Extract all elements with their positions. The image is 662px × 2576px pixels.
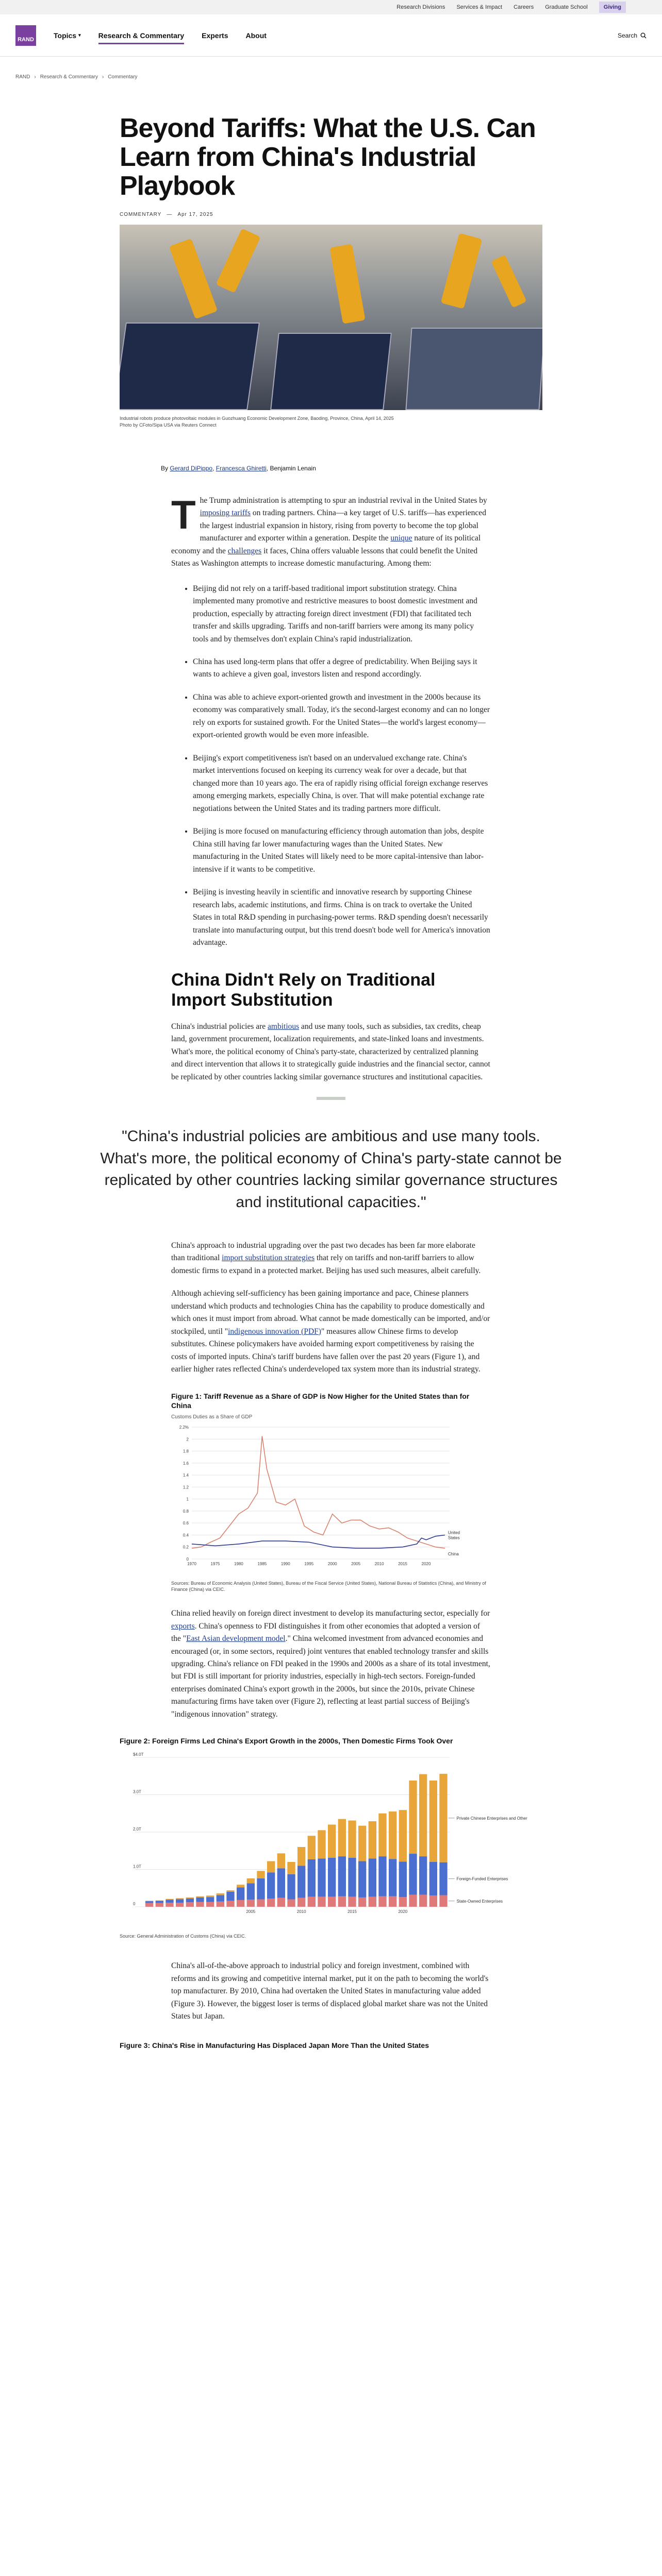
bar-segment xyxy=(247,1878,255,1883)
para-text: China's approach to industrial upgrading over the past two decades has been far more elaborate than traditional xyxy=(171,1241,475,1263)
bar-segment xyxy=(145,1903,153,1906)
authors-by: By xyxy=(161,464,169,472)
bar-segment xyxy=(308,1836,316,1859)
figure-subtitle: Customs Duties as a Share of GDP xyxy=(171,1414,253,1420)
bar-segment xyxy=(186,1902,194,1907)
east-asian-model-link[interactable]: East Asian development model xyxy=(186,1634,286,1643)
challenges-link[interactable]: challenges xyxy=(227,546,262,555)
bar-segment xyxy=(409,1781,417,1854)
pull-quote: "China's industrial policies are ambitious and use many tools. What's more, the political economy of China's party-state cannot be replicated by other countries lacking similar governance structures and institutional capacities." xyxy=(100,1128,562,1211)
article-header xyxy=(120,114,542,429)
x-tick-label: 2015 xyxy=(398,1561,407,1566)
bar-segment xyxy=(145,1901,153,1903)
y-tick-label: 2.0T xyxy=(133,1826,142,1832)
bar-segment xyxy=(389,1859,396,1896)
bar-segment xyxy=(308,1859,316,1897)
intro-text-3: nature of its political economy and the xyxy=(171,534,481,555)
bar-segment xyxy=(206,1902,214,1906)
figure-2 xyxy=(120,1736,542,1939)
authors-line: By Gerard DiPippo, Francesca Ghiretti, Benjamin Lenain xyxy=(161,464,316,472)
bar-segment xyxy=(378,1856,386,1896)
rand-logo[interactable]: RAND xyxy=(15,25,36,46)
intro-text-1: he Trump administration is attempting to spur an industrial revival in the United States by xyxy=(200,496,487,505)
bar-segment xyxy=(206,1897,214,1902)
section-heading: China Didn't Rely on Traditional Import Substitution xyxy=(171,970,436,1010)
bar-segment xyxy=(369,1896,376,1907)
breadcrumb xyxy=(0,63,662,91)
bar-segment xyxy=(257,1899,264,1907)
bar-segment xyxy=(439,1862,447,1895)
util-careers[interactable]: Careers xyxy=(514,4,534,10)
bar-segment xyxy=(237,1887,244,1900)
bar-segment xyxy=(237,1885,244,1887)
chevron-right-icon: › xyxy=(102,74,104,80)
x-tick-label: 2005 xyxy=(351,1561,361,1566)
series-label: States xyxy=(448,1535,460,1540)
bar-segment xyxy=(217,1895,224,1901)
x-tick-label: 1980 xyxy=(234,1561,243,1566)
series-label: Foreign-Funded Enterprises xyxy=(456,1876,508,1882)
y-tick-label: 2.2% xyxy=(179,1425,189,1430)
series-line xyxy=(192,1535,445,1548)
util-research-divisions[interactable]: Research Divisions xyxy=(396,4,445,10)
bar-segment xyxy=(389,1811,396,1859)
y-tick-label: 1.4 xyxy=(183,1472,189,1478)
nav-experts[interactable] xyxy=(202,31,228,40)
x-tick-label: 2010 xyxy=(374,1561,384,1566)
x-tick-label: 1985 xyxy=(257,1561,267,1566)
nav-research-label: Research & Commentary xyxy=(98,31,185,40)
article-title: Beyond Tariffs: What the U.S. Can Learn from China's Industrial Playbook xyxy=(120,113,536,201)
list-item: • Beijing is more focused on manufacturing efficiency through automation than jobs, despite China still having far lower manufacturing wages than the United States. New manufacturing in the United States will likely need to be more capital-intensive than labor-intensive if it wants to be competitive. xyxy=(193,825,491,876)
series-label: State-Owned Enterprises xyxy=(456,1899,503,1904)
bar-segment xyxy=(166,1903,173,1907)
bar-segment xyxy=(277,1897,285,1906)
indigenous-innovation-link[interactable]: indigenous innovation (PDF) xyxy=(228,1327,321,1336)
paragraph xyxy=(171,1240,491,1277)
bar-segment xyxy=(399,1897,407,1907)
import-substitution-link[interactable]: import substitution strategies xyxy=(222,1253,315,1263)
y-tick-label: 1.2 xyxy=(183,1485,189,1490)
bar-segment xyxy=(369,1821,376,1859)
para-text: " measures allow Chinese firms to develop substitutes. Chinese policymakers have avoided harming export competitiveness by raising the costs of imported inputs. China's tariff burdens have fallen over the past 20 years (Figure 1), and earlier higher rates reflected China's underdeveloped tax system more than its industrial strategy. xyxy=(171,1327,481,1374)
x-tick-label: 2020 xyxy=(421,1561,431,1566)
list-item: • Beijing's export competitiveness isn't based on an undervalued exchange rate. China's market interventions focused on keeping its currency weak for over a decade, but that changed more than 10 years ago. The era of rapidly rising official foreign exchange reserves among emerging markets, especially China, is over. That will make potential exchange rate negotiations between the United States and its trading partners more difficult. xyxy=(193,752,491,815)
bar-segment xyxy=(429,1895,437,1907)
nav-experts-label: Experts xyxy=(202,31,228,40)
bar-segment xyxy=(348,1858,356,1896)
y-tick-label: 2 xyxy=(186,1437,189,1442)
bar-segment xyxy=(267,1872,275,1899)
para-text: China relied heavily on foreign direct investment to develop its manufacturing sector, especially for xyxy=(171,1609,490,1618)
paragraph xyxy=(171,1021,491,1083)
x-tick-label: 1975 xyxy=(210,1561,220,1566)
intro-paragraph xyxy=(171,492,491,570)
y-tick-label: 1.8 xyxy=(183,1449,189,1454)
unique-link[interactable]: unique xyxy=(390,534,412,543)
bar-segment xyxy=(318,1896,325,1907)
search-icon xyxy=(640,32,647,39)
tariff-line-chart xyxy=(171,1420,491,1574)
drop-cap: T xyxy=(171,492,196,537)
meta-separator: — xyxy=(167,212,173,218)
caption-text: Industrial robots produce photovoltaic modules in Guozhuang Economic Development Zone, Baoding, Province, China, April 14, 2025 xyxy=(120,416,394,421)
bar-segment xyxy=(399,1861,407,1897)
bar-segment xyxy=(186,1899,194,1902)
article-body xyxy=(171,492,491,1100)
y-tick-label: 0.4 xyxy=(183,1533,189,1538)
exports-bar-chart xyxy=(120,1752,542,1927)
bar-segment xyxy=(156,1903,163,1906)
article-date: Apr 17, 2025 xyxy=(177,212,213,218)
y-tick-label: 3.0T xyxy=(133,1789,142,1794)
bar-segment xyxy=(226,1890,234,1892)
imposing-tariffs-link[interactable]: imposing tariffs xyxy=(200,509,251,518)
bar-segment xyxy=(338,1819,346,1856)
bar-segment xyxy=(176,1898,184,1899)
ambitious-link[interactable]: ambitious xyxy=(268,1022,300,1031)
nav-topics[interactable] xyxy=(54,31,81,40)
article-meta xyxy=(120,212,542,217)
bar-segment xyxy=(389,1896,396,1906)
x-tick-label: 2010 xyxy=(296,1909,306,1914)
breadcrumb-rand[interactable]: RAND xyxy=(15,74,30,80)
bar-segment xyxy=(429,1862,437,1895)
bar-segment xyxy=(439,1774,447,1862)
y-tick-label: $4.0T xyxy=(133,1752,144,1757)
nav-about-label: About xyxy=(245,31,267,40)
bar-segment xyxy=(328,1858,336,1896)
bar-segment xyxy=(287,1899,295,1907)
nav-topics-label: Topics xyxy=(54,31,77,40)
bar-segment xyxy=(156,1900,163,1901)
section-divider xyxy=(317,1097,345,1100)
bar-segment xyxy=(297,1897,305,1906)
lessons-list xyxy=(171,583,491,950)
author-link[interactable]: Gerard DiPippo xyxy=(170,464,213,472)
bar-segment xyxy=(186,1897,194,1898)
util-services-impact[interactable]: Services & Impact xyxy=(456,4,503,10)
bar-segment xyxy=(439,1895,447,1906)
para-text: that rely on tariffs and non-tariff barriers to allow domestic firms to expand in a protected market. Beijing has used such measures, albeit carefully. xyxy=(171,1253,481,1275)
bar-segment xyxy=(378,1896,386,1906)
breadcrumb-commentary[interactable]: Commentary xyxy=(108,74,138,80)
chevron-down-icon: ▾ xyxy=(78,32,81,38)
figure-source: Sources: Bureau of Economic Analysis (United States), Bureau of the Fiscal Service (United States), National Bureau of Statistics (China), and Ministry of Finance (China) via CEIC. xyxy=(171,1580,486,1592)
series-label: China xyxy=(448,1551,459,1556)
bar-segment xyxy=(419,1894,427,1906)
bar-segment xyxy=(409,1854,417,1895)
paragraph xyxy=(171,1607,491,1721)
author-name: Benjamin Lenain xyxy=(270,464,316,472)
y-tick-label: 1.0T xyxy=(133,1864,142,1869)
series-line xyxy=(192,1436,445,1548)
bar-segment xyxy=(369,1858,376,1896)
bar-segment xyxy=(196,1896,204,1897)
search-label: Search xyxy=(617,31,637,39)
x-tick-label: 1970 xyxy=(187,1561,196,1566)
figure-title: Figure 2: Foreign Firms Led China's Export Growth in the 2000s, Then Domestic Firms Took Over xyxy=(120,1737,453,1745)
site-header xyxy=(0,0,662,63)
bar-segment xyxy=(267,1899,275,1907)
series-label: Private Chinese Enterprises and Other xyxy=(456,1816,527,1821)
x-tick-label: 2000 xyxy=(327,1561,337,1566)
para-text: and use many tools, such as subsidies, tax credits, cheap land, government procurement, localization requirements, and state-linked loans and investments. What's more, the political economy of China's party-state, characterized by centralized planning and direct intervention that allows it to strategically guide industries and the financial sector, cannot be replicated by other countries lacking similar governance structures and institutional capacities. xyxy=(171,1022,490,1081)
bar-segment xyxy=(287,1862,295,1874)
bar-segment xyxy=(348,1820,356,1858)
intro-text-4: it faces, China offers valuable lessons that could benefit the United States as Washington attempts to increase domestic manufacturing. Among them: xyxy=(171,546,478,568)
y-tick-label: 0.2 xyxy=(183,1545,189,1550)
bar-segment xyxy=(338,1856,346,1896)
x-tick-label: 2015 xyxy=(347,1909,357,1914)
bar-segment xyxy=(277,1868,285,1897)
figure-source: Source: General Administration of Customs (China) via CEIC. xyxy=(120,1933,246,1939)
y-tick-label: 0 xyxy=(133,1901,136,1906)
bar-segment xyxy=(247,1900,255,1907)
hero-photo xyxy=(120,225,542,410)
nav-about[interactable] xyxy=(245,31,266,40)
list-item: • China was able to achieve export-oriented growth and investment in the 2000s because its economy was comparatively small. Today, it's the second-largest economy and can no longer rely on exports for sustained growth. For the United States—the world's largest economy—export-oriented growth would be even more infeasible. xyxy=(193,691,491,742)
list-item: • Beijing is investing heavily in scientific and innovative research by supporting Chinese research labs, academic institutions, and firms. China is on track to overtake the United States in total R&D spending in purchasing-power terms. R&D spending doesn't necessarily translate into manufacturing output, but this trend doesn't bode well for America's innovation advantage. xyxy=(193,886,491,949)
bar-segment xyxy=(399,1810,407,1861)
para-text: . China's openness to FDI distinguishes it from other economies that adopted a version of the " xyxy=(171,1621,481,1643)
paragraph xyxy=(171,1287,491,1376)
chevron-right-icon: › xyxy=(34,74,36,80)
bar-segment xyxy=(358,1861,366,1897)
bar-segment xyxy=(358,1825,366,1861)
bar-segment xyxy=(297,1847,305,1866)
bar-segment xyxy=(378,1813,386,1856)
x-tick-label: 1990 xyxy=(280,1561,290,1566)
photo-caption xyxy=(120,415,542,428)
utility-nav xyxy=(0,0,662,14)
paragraph: China's all-of-the-above approach to industrial policy and foreign investment, combined with reforms and its growing and competitive internal market, put it on the path to becoming the world's top manufacturer. By 2010, China had overtaken the United States in manufacturing value added (Figure 3). However, the biggest loser is terms of displaced global market share was not the United States but Japan. xyxy=(171,1961,489,2021)
bar-segment xyxy=(226,1901,234,1907)
bar-segment xyxy=(176,1903,184,1907)
intro-text-2: on trading partners. China—a key target of U.S. tariffs—has experienced the largest industrial expansion in history, rising from poverty to become the top global manufacturer and exporter within a generation. Despite the xyxy=(200,509,486,543)
bar-segment xyxy=(267,1861,275,1872)
bar-segment xyxy=(297,1866,305,1897)
para-text: ." China welcomed investment from advanced economies and encouraged (or, in some sectors, required) joint ventures that enabled technology transfer and skills upgrading. China's reliance on FDI peaked in the 1990s and 2000s as a share of its total investment, but FDI is still important for priority industries, especially in high-tech sectors. Foreign-funded enterprises dominated China's export growth in the 2000s, but since the 2010s, private Chinese manufacturing firms have taken over (Figure 2), reflecting at least partial success of Beijing's "indigenous innovation" strategy. xyxy=(171,1634,490,1719)
y-tick-label: 0.8 xyxy=(183,1509,189,1514)
bar-segment xyxy=(409,1894,417,1906)
x-tick-label: 1995 xyxy=(304,1561,314,1566)
bar-segment xyxy=(308,1896,316,1907)
bar-segment xyxy=(257,1878,264,1900)
x-tick-label: 2020 xyxy=(398,1909,408,1914)
bar-segment xyxy=(196,1902,204,1906)
figure-title: Figure 3: China's Rise in Manufacturing Has Displaced Japan More Than the United States xyxy=(120,2041,429,2049)
article-type[interactable]: COMMENTARY xyxy=(120,212,162,218)
bar-segment xyxy=(176,1899,184,1903)
y-tick-label: 0.6 xyxy=(183,1521,189,1526)
main-nav xyxy=(0,14,662,57)
bar-segment xyxy=(419,1856,427,1895)
y-tick-label: 1.6 xyxy=(183,1461,189,1466)
bar-segment xyxy=(328,1824,336,1858)
x-tick-label: 2005 xyxy=(246,1909,256,1914)
bar-segment xyxy=(226,1892,234,1901)
bar-segment xyxy=(217,1893,224,1895)
bar-segment xyxy=(166,1900,173,1903)
util-graduate-school[interactable]: Graduate School xyxy=(545,4,588,10)
nav-research-commentary[interactable] xyxy=(98,31,185,44)
bar-segment xyxy=(419,1774,427,1856)
bar-segment xyxy=(287,1874,295,1900)
bar-segment xyxy=(338,1896,346,1906)
figure-1 xyxy=(171,1392,491,1594)
search-button[interactable] xyxy=(618,32,647,39)
list-item: • Beijing did not rely on a tariff-based traditional import substitution strategy. China implemented many promotive and restrictive measures to boost domestic investment and production, especially by attracting foreign direct investment (FDI) that facilitated tech transfer and skills upgrading. Tariffs and non-tariff barriers were among its many policy tools and by themselves don't explain China's rapid industrialization. xyxy=(193,583,491,646)
bar-segment xyxy=(217,1901,224,1906)
bar-segment xyxy=(237,1900,244,1907)
bar-segment xyxy=(277,1853,285,1868)
bar-segment xyxy=(348,1896,356,1907)
figure-title: Figure 1: Tariff Revenue as a Share of GDP is Now Higher for the United States than for China xyxy=(171,1392,470,1410)
author-link[interactable]: Francesca Ghiretti xyxy=(216,464,267,472)
list-item: • China has used long-term plans that offer a degree of predictability. When Beijing says it wants to achieve a given goal, investors listen and respond accordingly. xyxy=(193,656,491,681)
giving-button[interactable]: Giving xyxy=(599,2,626,13)
bar-segment xyxy=(206,1895,214,1897)
para-text: China's industrial policies are xyxy=(171,1022,268,1031)
bar-segment xyxy=(318,1858,325,1896)
bar-segment xyxy=(318,1830,325,1858)
breadcrumb-research[interactable]: Research & Commentary xyxy=(40,74,98,80)
bar-segment xyxy=(156,1901,163,1903)
caption-credit: Photo by CFoto/Sipa USA via Reuters Connect xyxy=(120,422,217,428)
bar-segment xyxy=(247,1883,255,1900)
bar-segment xyxy=(196,1897,204,1902)
y-tick-label: 1 xyxy=(186,1497,189,1502)
bar-segment xyxy=(257,1871,264,1878)
bar-segment xyxy=(429,1781,437,1862)
series-label: United xyxy=(448,1530,460,1535)
y-tick-label: 0 xyxy=(186,1556,189,1562)
para-text: Although achieving self-sufficiency has been gaining importance and pace, Chinese planners understand which products and technologies China has the capability to produce domestically and which ones it must import from abroad. What cannot be made domestically can be imported, and/or stockpiled, until " xyxy=(171,1289,490,1336)
bar-segment xyxy=(328,1896,336,1907)
exports-link[interactable]: exports xyxy=(171,1621,195,1631)
bar-segment xyxy=(358,1897,366,1906)
